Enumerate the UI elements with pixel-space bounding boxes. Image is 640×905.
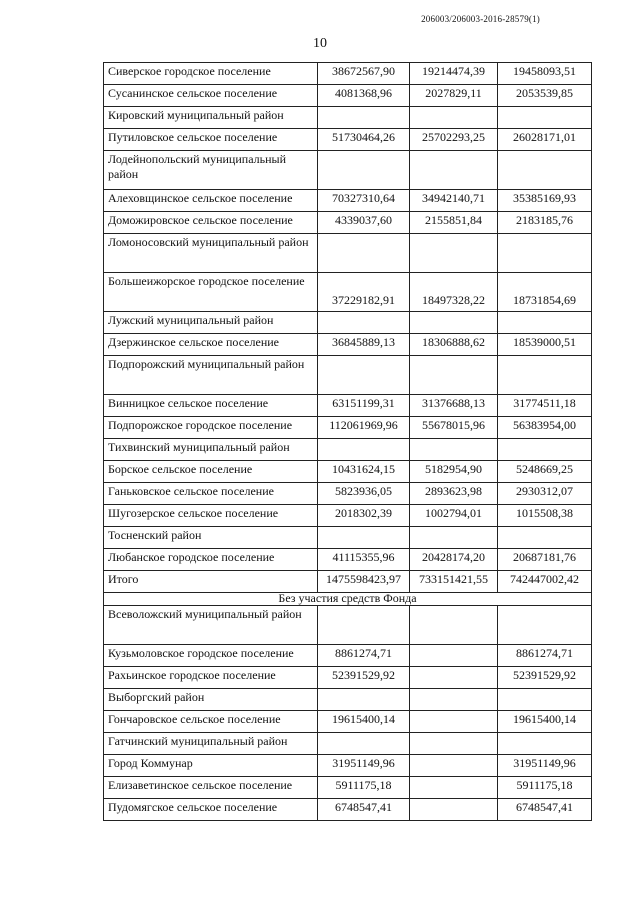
table-row [104, 711, 592, 733]
total-amount-cell: 5823936,05 [318, 483, 410, 505]
budget-amount-cell [498, 439, 592, 461]
page-number: 10 [313, 36, 327, 51]
fund-amount-cell [410, 711, 498, 733]
budget-amount-cell: 1015508,38 [498, 505, 592, 527]
table-row [104, 212, 592, 234]
settlement-name: Алеховщинское сельское поселение [104, 190, 318, 212]
total-amount-cell [318, 606, 410, 645]
total-amount-cell: 51730464,26 [318, 129, 410, 151]
fund-amount-cell [410, 733, 498, 755]
budget-amount-cell [498, 606, 592, 645]
settlement-name: Сусанинское сельское поселение [104, 85, 318, 107]
table-body [104, 63, 592, 821]
settlement-name: Доможировское сельское поселение [104, 212, 318, 234]
settlement-name: Дзержинское сельское поселение [104, 334, 318, 356]
total-amount-cell: 1475598423,97 [318, 571, 410, 593]
budget-amount-cell: 8861274,71 [498, 645, 592, 667]
district-heading-row [104, 234, 592, 273]
budget-amount-cell: 5248669,25 [498, 461, 592, 483]
settlement-name: Пудомягское сельское поселение [104, 799, 318, 821]
fund-amount-cell: 2027829,11 [410, 85, 498, 107]
budget-amount-cell [498, 356, 592, 395]
settlement-name: Подпорожское городское поселение [104, 417, 318, 439]
fund-amount-cell [410, 439, 498, 461]
district-heading-row [104, 151, 592, 190]
fund-amount-cell: 19214474,39 [410, 63, 498, 85]
district-heading-row [104, 356, 592, 395]
budget-amount-cell: 19458093,51 [498, 63, 592, 85]
budget-amount-cell [498, 527, 592, 549]
table-row [104, 273, 592, 312]
total-amount-cell [318, 733, 410, 755]
budget-amount-cell: 20687181,76 [498, 549, 592, 571]
total-amount-cell: 6748547,41 [318, 799, 410, 821]
section-title: Без участия средств Фонда [104, 593, 592, 606]
district-heading-row [104, 312, 592, 334]
table-row [104, 755, 592, 777]
district-name: Тихвинский муниципальный район [104, 439, 318, 461]
fund-amount-cell: 1002794,01 [410, 505, 498, 527]
total-amount-cell [318, 312, 410, 334]
document-id: 206003/206003-2016-28579(1) [421, 14, 540, 24]
total-amount-cell: 37229182,91 [318, 273, 410, 312]
district-heading-row [104, 689, 592, 711]
district-heading-row [104, 606, 592, 645]
total-amount-cell: 36845889,13 [318, 334, 410, 356]
fund-amount-cell [410, 107, 498, 129]
total-amount-cell [318, 234, 410, 273]
fund-amount-cell [410, 799, 498, 821]
budget-amount-cell: 5911175,18 [498, 777, 592, 799]
funding-table [103, 62, 592, 821]
settlement-name: Ганьковское сельское поселение [104, 483, 318, 505]
fund-amount-cell [410, 689, 498, 711]
fund-amount-cell [410, 755, 498, 777]
budget-amount-cell [498, 312, 592, 334]
section-header-row [104, 593, 592, 606]
total-amount-cell: 31951149,96 [318, 755, 410, 777]
fund-amount-cell [410, 356, 498, 395]
budget-amount-cell [498, 234, 592, 273]
fund-amount-cell: 5182954,90 [410, 461, 498, 483]
settlement-name: Город Коммунар [104, 755, 318, 777]
settlement-name: Большеижорское городское поселение [104, 273, 318, 312]
total-amount-cell: 8861274,71 [318, 645, 410, 667]
budget-amount-cell: 18731854,69 [498, 273, 592, 312]
fund-amount-cell [410, 606, 498, 645]
budget-amount-cell: 56383954,00 [498, 417, 592, 439]
budget-amount-cell: 18539000,51 [498, 334, 592, 356]
budget-amount-cell: 31774511,18 [498, 395, 592, 417]
budget-amount-cell: 35385169,93 [498, 190, 592, 212]
table-row [104, 395, 592, 417]
fund-amount-cell [410, 312, 498, 334]
table-row [104, 571, 592, 593]
table-row [104, 85, 592, 107]
total-amount-cell: 52391529,92 [318, 667, 410, 689]
settlement-name: Путиловское сельское поселение [104, 129, 318, 151]
table-row [104, 190, 592, 212]
budget-amount-cell [498, 107, 592, 129]
district-heading-row [104, 107, 592, 129]
settlement-name: Елизаветинское сельское поселение [104, 777, 318, 799]
table-row [104, 505, 592, 527]
fund-amount-cell: 20428174,20 [410, 549, 498, 571]
settlement-name: Рахьинское городское поселение [104, 667, 318, 689]
budget-amount-cell [498, 689, 592, 711]
budget-amount-cell: 6748547,41 [498, 799, 592, 821]
district-name: Лужский муниципальный район [104, 312, 318, 334]
fund-amount-cell [410, 777, 498, 799]
settlement-name: Итого [104, 571, 318, 593]
fund-amount-cell: 733151421,55 [410, 571, 498, 593]
total-amount-cell: 4339037,60 [318, 212, 410, 234]
table-row [104, 799, 592, 821]
district-heading-row [104, 527, 592, 549]
budget-amount-cell: 19615400,14 [498, 711, 592, 733]
fund-amount-cell: 18497328,22 [410, 273, 498, 312]
total-amount-cell: 5911175,18 [318, 777, 410, 799]
table-row [104, 483, 592, 505]
total-amount-cell: 112061969,96 [318, 417, 410, 439]
budget-amount-cell [498, 151, 592, 190]
settlement-name: Шугозерское сельское поселение [104, 505, 318, 527]
table-row [104, 777, 592, 799]
table-row [104, 417, 592, 439]
table-row [104, 667, 592, 689]
fund-amount-cell: 55678015,96 [410, 417, 498, 439]
fund-amount-cell: 18306888,62 [410, 334, 498, 356]
table-row [104, 549, 592, 571]
table-row [104, 129, 592, 151]
total-amount-cell [318, 151, 410, 190]
table-row [104, 63, 592, 85]
budget-amount-cell: 31951149,96 [498, 755, 592, 777]
total-amount-cell: 63151199,31 [318, 395, 410, 417]
budget-amount-cell: 2053539,85 [498, 85, 592, 107]
budget-amount-cell [498, 733, 592, 755]
budget-amount-cell: 742447002,42 [498, 571, 592, 593]
fund-amount-cell [410, 234, 498, 273]
fund-amount-cell: 2893623,98 [410, 483, 498, 505]
fund-amount-cell [410, 527, 498, 549]
total-amount-cell: 38672567,90 [318, 63, 410, 85]
total-amount-cell: 4081368,96 [318, 85, 410, 107]
fund-amount-cell [410, 667, 498, 689]
budget-amount-cell: 2930312,07 [498, 483, 592, 505]
fund-amount-cell: 31376688,13 [410, 395, 498, 417]
district-name: Лодейнопольский муниципальный район [104, 151, 318, 190]
total-amount-cell [318, 689, 410, 711]
settlement-name: Сиверское городское поселение [104, 63, 318, 85]
total-amount-cell: 70327310,64 [318, 190, 410, 212]
total-amount-cell: 41115355,96 [318, 549, 410, 571]
district-name: Гатчинский муниципальный район [104, 733, 318, 755]
total-amount-cell [318, 107, 410, 129]
budget-amount-cell: 52391529,92 [498, 667, 592, 689]
district-name: Подпорожский муниципальный район [104, 356, 318, 395]
table-row [104, 461, 592, 483]
total-amount-cell [318, 356, 410, 395]
district-heading-row [104, 733, 592, 755]
district-name: Выборгский район [104, 689, 318, 711]
settlement-name: Любанское городское поселение [104, 549, 318, 571]
fund-amount-cell [410, 645, 498, 667]
district-name: Всеволожский муниципальный район [104, 606, 318, 645]
total-amount-cell: 2018302,39 [318, 505, 410, 527]
settlement-name: Винницкое сельское поселение [104, 395, 318, 417]
table-row [104, 645, 592, 667]
fund-amount-cell: 2155851,84 [410, 212, 498, 234]
total-amount-cell [318, 527, 410, 549]
district-heading-row [104, 439, 592, 461]
total-amount-cell [318, 439, 410, 461]
table-row [104, 334, 592, 356]
total-amount-cell: 10431624,15 [318, 461, 410, 483]
district-name: Кировский муниципальный район [104, 107, 318, 129]
settlement-name: Гончаровское сельское поселение [104, 711, 318, 733]
settlement-name: Борское сельское поселение [104, 461, 318, 483]
budget-amount-cell: 2183185,76 [498, 212, 592, 234]
budget-amount-cell: 26028171,01 [498, 129, 592, 151]
total-amount-cell: 19615400,14 [318, 711, 410, 733]
fund-amount-cell [410, 151, 498, 190]
district-name: Ломоносовский муниципальный район [104, 234, 318, 273]
district-name: Тосненский район [104, 527, 318, 549]
fund-amount-cell: 34942140,71 [410, 190, 498, 212]
fund-amount-cell: 25702293,25 [410, 129, 498, 151]
settlement-name: Кузьмоловское городское поселение [104, 645, 318, 667]
